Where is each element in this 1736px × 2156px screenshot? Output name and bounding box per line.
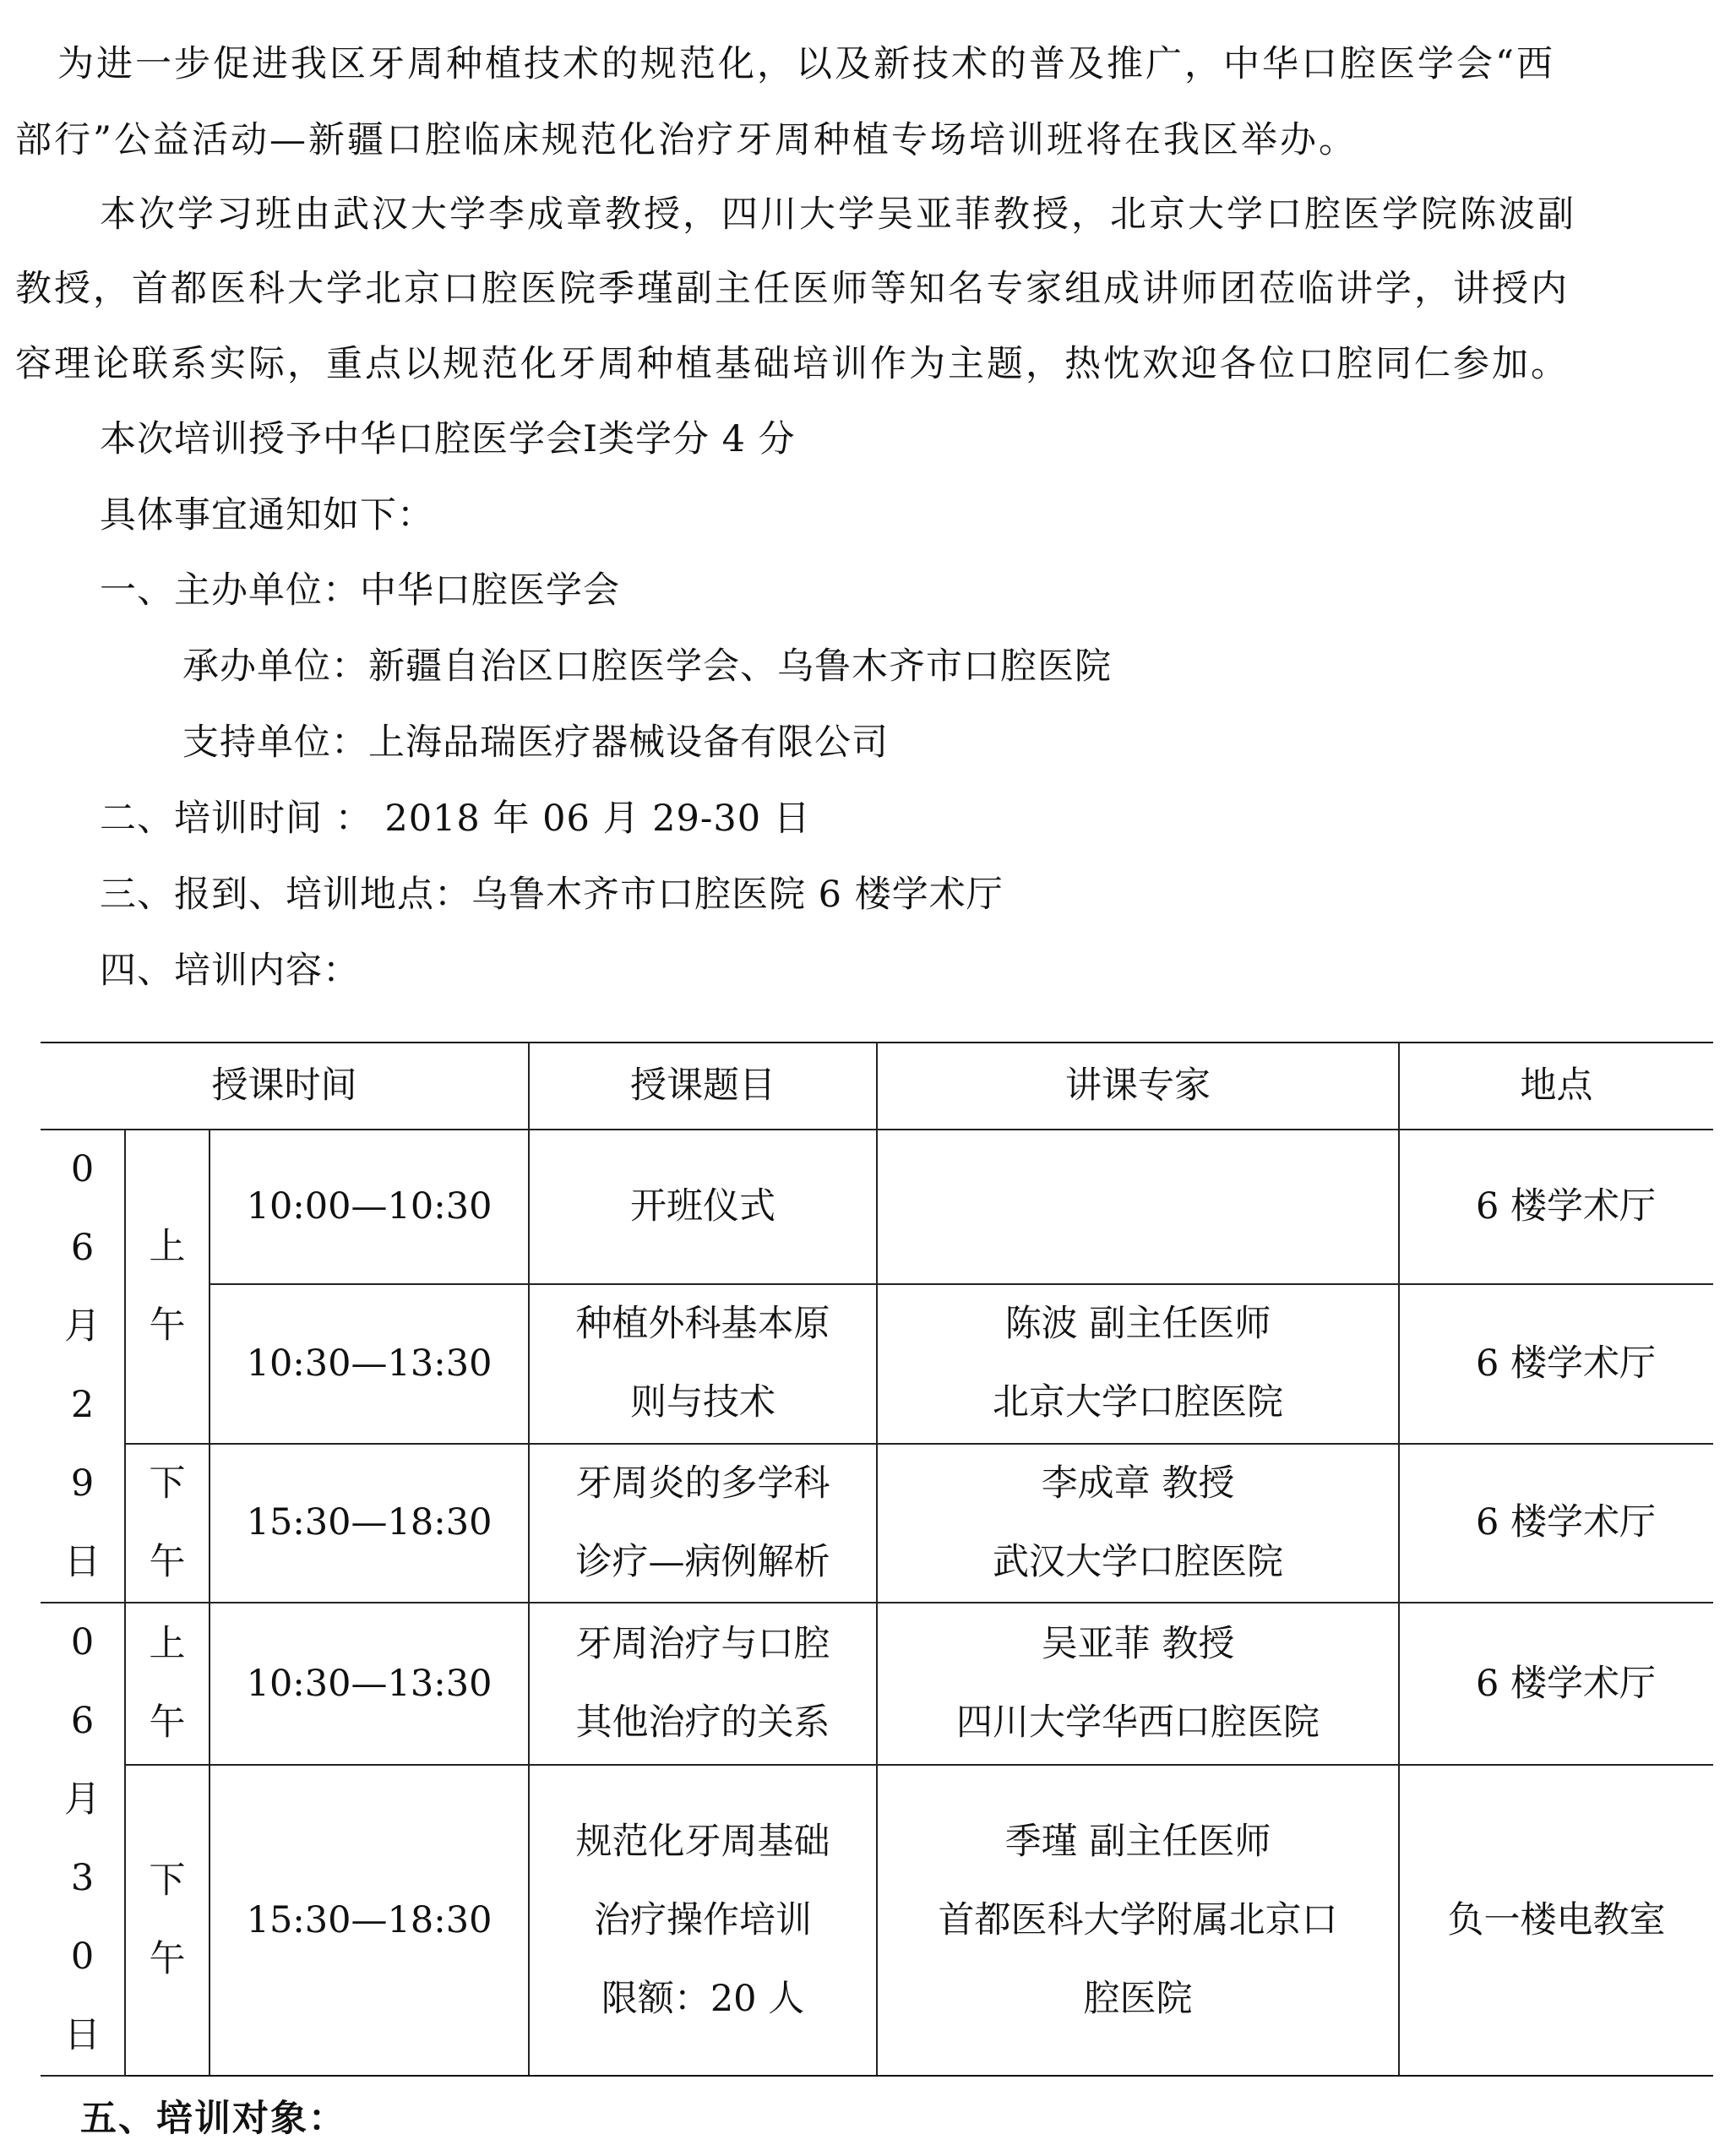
- row-topic: 规范化牙周基础 治疗操作培训 限额：20 人: [529, 1765, 877, 2076]
- row-topic: 牙周治疗与口腔 其他治疗的关系: [529, 1603, 877, 1765]
- venue-line: 三、报到、培训地点：乌鲁木齐市口腔医院 6 楼学术厅: [100, 874, 1004, 916]
- table-row: [41, 1603, 1713, 1765]
- table-header-row: [41, 1043, 1713, 1130]
- row-topic: 开班仪式: [529, 1130, 877, 1284]
- speakers-paragraph-line-2: 教授，首都医科大学北京口腔医院季瑾副主任医师等知名专家组成讲师团莅临讲学，讲授内: [15, 268, 1570, 310]
- row-location: 6 楼学术厅: [1399, 1444, 1713, 1603]
- header-topic: 授课题目: [529, 1043, 877, 1130]
- table-row: [41, 1130, 1713, 1284]
- row-topic: 牙周炎的多学科 诊疗—病例解析: [529, 1444, 877, 1603]
- organizer-line: 一、主办单位：中华口腔医学会: [100, 569, 620, 612]
- row-speaker: 陈波 副主任医师 北京大学口腔医院: [877, 1284, 1399, 1443]
- row-location: 6 楼学术厅: [1399, 1284, 1713, 1443]
- table-row: [41, 1765, 1713, 2076]
- supporter-line: 支持单位：上海品瑞医疗器械设备有限公司: [182, 721, 889, 764]
- session-afternoon: 下 午: [125, 1765, 210, 2076]
- row-time: 15:30—18:30: [210, 1765, 529, 2076]
- notice-line: 具体事宜通知如下：: [100, 494, 434, 536]
- header-location: 地点: [1399, 1043, 1713, 1130]
- target-heading: 五、培训对象：: [80, 2098, 346, 2140]
- date-0629: 0 6 月 2 9 日: [41, 1130, 125, 1603]
- header-time: 授课时间: [41, 1043, 529, 1130]
- speakers-paragraph-line-3: 容理论联系实际，重点以规范化牙周种植基础培训作为主题，热忱欢迎各位口腔同仁参加。: [15, 343, 1570, 385]
- row-speaker: 季瑾 副主任医师 首都医科大学附属北京口 腔医院: [877, 1765, 1399, 2076]
- row-location: 6 楼学术厅: [1399, 1130, 1713, 1284]
- session-afternoon: 下 午: [125, 1444, 210, 1603]
- session-morning: 上 午: [125, 1130, 210, 1444]
- row-speaker: 李成章 教授 武汉大学口腔医院: [877, 1444, 1399, 1603]
- row-topic: 种植外科基本原 则与技术: [529, 1284, 877, 1443]
- speakers-paragraph-line-1: 本次学习班由武汉大学李成章教授，四川大学吴亚菲教授，北京大学口腔医学院陈波副: [100, 193, 1576, 236]
- row-time: 10:00—10:30: [210, 1130, 529, 1284]
- row-location: 6 楼学术厅: [1399, 1603, 1713, 1765]
- content-heading: 四、培训内容：: [100, 950, 360, 992]
- table-row: [41, 1444, 1713, 1603]
- training-time-line: 二、培训时间 ： 2018 年 06 月 29-30 日: [100, 798, 811, 840]
- intro-paragraph-line-2: 部行”公益活动—新疆口腔临床规范化治疗牙周种植专场培训班将在我区举办。: [15, 119, 1358, 161]
- credit-line: 本次培训授予中华口腔医学会Ⅰ类学分 4 分: [100, 418, 796, 460]
- row-speaker: 吴亚菲 教授 四川大学华西口腔医院: [877, 1603, 1399, 1765]
- row-time: 15:30—18:30: [210, 1444, 529, 1603]
- intro-paragraph-line-1: 为进一步促进我区牙周种植技术的规范化，以及新技术的普及推广，中华口腔医学会“西: [57, 43, 1555, 85]
- table-row: [41, 1284, 1713, 1443]
- co-organizer-line: 承办单位：新疆自治区口腔医学会、乌鲁木齐市口腔医院: [182, 645, 1112, 688]
- header-speaker: 讲课专家: [877, 1043, 1399, 1130]
- row-location: 负一楼电教室: [1399, 1765, 1713, 2076]
- row-speaker-empty: [877, 1130, 1399, 1284]
- session-morning: 上 午: [125, 1603, 210, 1765]
- date-0630: 0 6 月 3 0 日: [41, 1603, 125, 2076]
- row-time: 10:30—13:30: [210, 1284, 529, 1443]
- schedule-table: [41, 1042, 1713, 2077]
- row-time: 10:30—13:30: [210, 1603, 529, 1765]
